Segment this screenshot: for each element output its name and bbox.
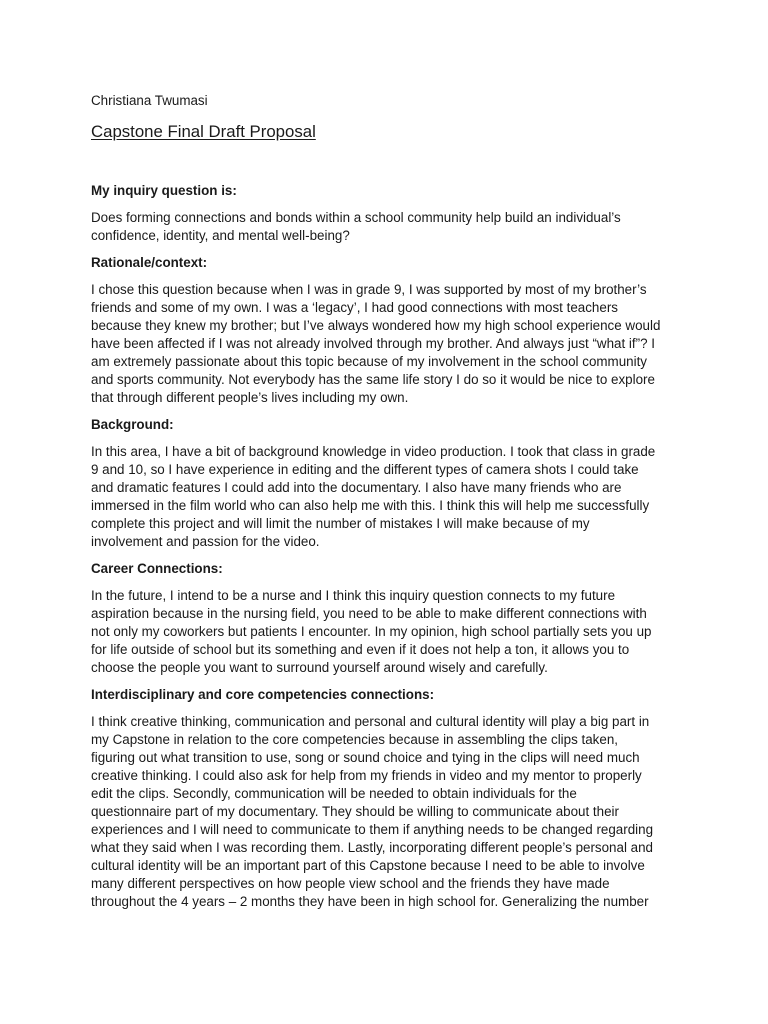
text-line: throughout the 4 years – 2 months they have been in high school for. Generalizing the number bbox=[91, 894, 649, 909]
text-line: In the future, I intend to be a nurse and I think this inquiry question connects to my future bbox=[91, 588, 616, 603]
text-line: complete this project and will limit the number of mistakes I will make because of my bbox=[91, 516, 590, 531]
author-name: Christiana Twumasi bbox=[91, 93, 208, 108]
text-line: 9 and 10, so I have experience in editing and the different types of camera shots I could take bbox=[91, 462, 639, 477]
text-line: creative thinking. I could also ask for help from my friends in video and my mentor to properly bbox=[91, 768, 642, 783]
text-line: my Capstone in relation to the core competencies because in assembling the clips taken, bbox=[91, 732, 618, 747]
section-heading-background: Background: bbox=[91, 417, 174, 432]
text-line: aspiration because in the nursing field, you need to be able to make different connections with bbox=[91, 606, 647, 621]
section-paragraph-background bbox=[91, 443, 681, 551]
text-line: because they knew my brother; but I’ve always wondered how my high school experience would bbox=[91, 318, 661, 333]
text-line: that through different people’s lives including my own. bbox=[91, 390, 409, 405]
text-line: not only my coworkers but patients I encounter. In my opinion, high school partially sets you up bbox=[91, 624, 652, 639]
text-line: and dramatic features I could add into the documentary. I also have many friends who are bbox=[91, 480, 622, 495]
text-line: for life outside of school but its something and even if it does not help a ton, it allows you to bbox=[91, 642, 630, 657]
section-heading-inquiry-question: My inquiry question is: bbox=[91, 183, 237, 198]
text-line: figuring out what transition to use, song or sound choice and tying in the clips will need much bbox=[91, 750, 640, 765]
text-line: am extremely passionate about this topic because of my involvement in the school community bbox=[91, 354, 647, 369]
text-line: In this area, I have a bit of background knowledge in video production. I took that class in grade bbox=[91, 444, 656, 459]
text-line: friends and some of my own. I was a ‘legacy’, I had good connections with most teachers bbox=[91, 300, 618, 315]
text-line: involvement and passion for the video. bbox=[91, 534, 320, 549]
text-line: edit the clips. Secondly, communication will be needed to obtain individuals for the bbox=[91, 786, 577, 801]
document-body bbox=[91, 182, 681, 920]
text-line: experiences and I will need to communicate to them if anything needs to be changed regarding bbox=[91, 822, 654, 837]
section-paragraph-inquiry-question bbox=[91, 209, 681, 245]
text-line: cultural identity will be an important part of this Capstone because I need to be able to involve bbox=[91, 858, 645, 873]
section-heading-rationale: Rationale/context: bbox=[91, 255, 208, 270]
text-line: I think creative thinking, communication and personal and cultural identity will play a big part in bbox=[91, 714, 650, 729]
text-line: immersed in the film world who can also help me with this. I think this will help me successfully bbox=[91, 498, 650, 513]
section-paragraph-career-connections bbox=[91, 587, 681, 677]
section-paragraph-rationale bbox=[91, 281, 681, 407]
text-line: confidence, identity, and mental well-being? bbox=[91, 228, 350, 243]
text-line: have been affected if I was not already involved through my brother. And always just “what if”? I bbox=[91, 336, 655, 351]
section-paragraph-interdisciplinary bbox=[91, 713, 681, 911]
text-line: and sports community. Not everybody has the same life story I do so it would be nice to explore bbox=[91, 372, 655, 387]
section-heading-career-connections: Career Connections: bbox=[91, 561, 223, 576]
section-heading-interdisciplinary: Interdisciplinary and core competencies connections: bbox=[91, 687, 435, 702]
text-line: questionnaire part of my documentary. They should be willing to communicate about their bbox=[91, 804, 619, 819]
text-line: choose the people you want to surround yourself around wisely and carefully. bbox=[91, 660, 548, 675]
text-line: what they said when I was recording them. Lastly, incorporating different people’s personal and bbox=[91, 840, 653, 855]
text-line: many different perspectives on how people view school and the friends they have made bbox=[91, 876, 610, 891]
text-line: I chose this question because when I was in grade 9, I was supported by most of my brother’s bbox=[91, 282, 647, 297]
document-title: Capstone Final Draft Proposal bbox=[91, 122, 316, 141]
text-line: Does forming connections and bonds within a school community help build an individual’s bbox=[91, 210, 621, 225]
